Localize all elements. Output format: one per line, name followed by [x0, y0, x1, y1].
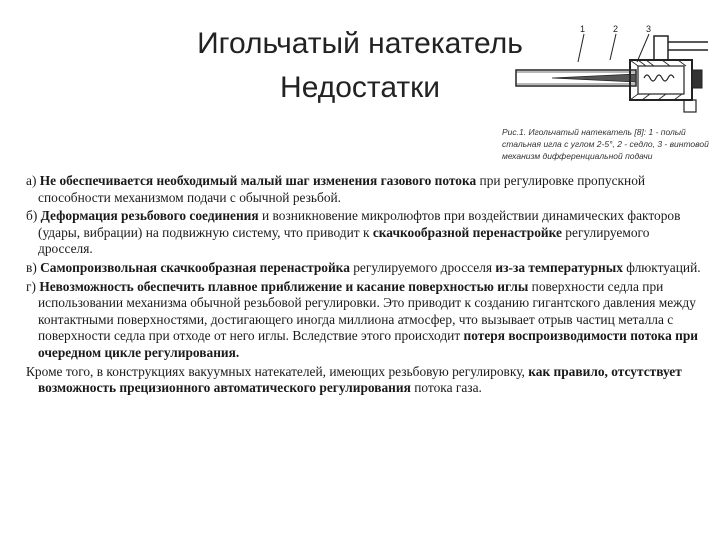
item-marker: б)	[26, 208, 41, 224]
body-text: регулируемого дросселя.	[38, 224, 650, 257]
needle-valve-drawing	[512, 22, 712, 122]
item-marker: г)	[26, 278, 40, 294]
title-line-2: Недостатки	[280, 71, 440, 104]
item-marker: а)	[26, 173, 40, 188]
disadvantage-item	[26, 208, 706, 258]
emphasis-text: Невозможность обеспечить плавное приближение и касание поверхностью иглы	[39, 278, 529, 294]
emphasis-text: Самопроизвольная скачкообразная перенастройка	[40, 259, 350, 275]
emphasis-text: как правило, отсутствует возможность прецизионного автоматического регулирования	[38, 363, 682, 396]
emphasis-text: Деформация резьбового соединения	[40, 208, 259, 224]
body-text: потока газа.	[410, 380, 482, 396]
emphasis-text: из-за температурных	[495, 259, 623, 275]
figure-label-3: 3	[646, 24, 652, 34]
body-text: Кроме того, в конструкциях вакуумных натекателей, имеющих резьбовую регулировку,	[26, 363, 529, 379]
body-text: и возникновение микролюфтов при воздействии динамических факторов (удары, вибрации) на подвижную систему, что приводит к	[38, 208, 681, 240]
body-text: регулируемого дросселя	[349, 259, 496, 275]
needle-valve-figure	[512, 22, 712, 122]
figure-label-1: 1	[580, 24, 586, 34]
disadvantage-item	[26, 260, 706, 277]
item-marker: в)	[26, 259, 41, 275]
body-text: поверхности седла при использовании механизма обычной резьбовой регулировки. Это приводит к созданию гигантского давления между контактными поверхностями, достигающего иногда миллиона атмосфер, что вызывает отрыв частиц металла с поверхности седла при отходе от него иглы. Вследствие этого происходит	[38, 278, 696, 344]
disadvantage-item	[26, 364, 706, 397]
emphasis-text: Не обеспечивается необходимый малый шаг изменения газового потока	[39, 173, 477, 188]
disadvantages-list	[26, 173, 706, 399]
emphasis-text: скачкообразной перенастройке	[372, 224, 562, 240]
disadvantage-item	[26, 279, 706, 362]
disadvantage-item	[26, 173, 706, 206]
figure-label-2: 2	[613, 24, 619, 34]
body-text: флюктуаций.	[622, 259, 701, 275]
figure-caption: Рис.1. Игольчатый натекатель [8]: 1 - полый стальная игла с углом 2-5°, 2 - седло, 3 - винтовой механизм дифференциальной подачи	[502, 127, 709, 161]
body-text: при регулировке пропускной способности механизмом подачи с обычной резьбой.	[38, 173, 646, 205]
title-line-1: Игольчатый натекатель	[197, 27, 523, 60]
emphasis-text: потеря воспроизводимости потока при очередном цикле регулирования.	[38, 328, 698, 360]
